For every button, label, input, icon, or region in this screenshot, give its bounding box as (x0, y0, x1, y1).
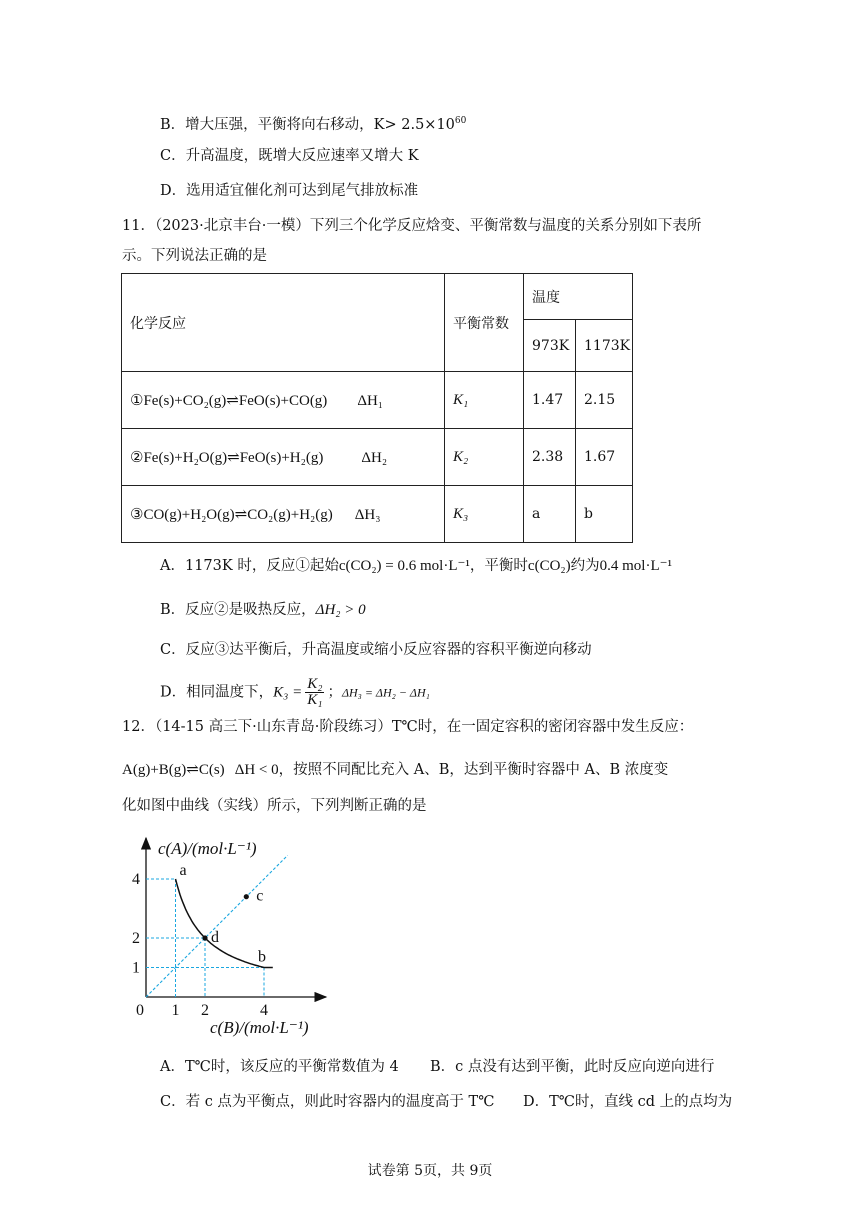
diagonal-guide-line (146, 855, 288, 997)
q12-option-c: C．若 c 点为平衡点，则此时容器内的温度高于 T℃ (160, 1094, 495, 1110)
table-row (122, 486, 633, 543)
q12-option-a: A．T℃时，该反应的平衡常数值为 4 (160, 1059, 399, 1075)
page-footer: 试卷第 5页，共 9页 (367, 1163, 493, 1179)
q11-reaction-table (121, 273, 633, 543)
point-c-marker (244, 894, 249, 899)
q10-option-d: D．选用适宜催化剂可达到尾气排放标准 (160, 183, 419, 199)
x-axis-label: c(B)/(mol·L⁻¹) (210, 1018, 309, 1037)
y-tick-label: 2 (132, 930, 140, 947)
q11-option-a: A．1173K 时，反应①起始c(CO₂) = 0.6 mol·L⁻¹，平衡时c(CO₂)约为0.4 mol·L⁻¹ (160, 558, 673, 574)
point-d-marker (202, 935, 207, 940)
value-cell: b (576, 486, 633, 543)
q10-option-c: C．升高温度，既增大反应速率又增大 K (160, 148, 419, 164)
q11-stem-line1: 11．（2023·北京丰台·一模）下列三个化学反应焓变、平衡常数与温度的关系分别如下表所 (122, 218, 702, 234)
y-tick-label: 1 (132, 959, 140, 977)
header-t1: 973K (524, 320, 576, 372)
point-a-label: a (179, 862, 187, 879)
q11-option-d: D．相同温度下，K₃ = $\frac{\text{K₂}}{\text{K₁}}$ ；ΔH₃ = ΔH₂ − ΔH₁ (160, 676, 430, 708)
header-reaction: 化学反应 (122, 274, 445, 372)
x-tick-label: 2 (201, 1002, 209, 1019)
origin-label: 0 (136, 1002, 144, 1019)
y-axis-label: c(A)/(mol·L⁻¹) (158, 839, 257, 858)
value-cell: 1.47 (524, 372, 576, 429)
value-cell: a (524, 486, 576, 543)
q12-option-d: D．T℃时，直线 cd 上的点均为 (523, 1094, 733, 1110)
q11-option-c: C．反应③达平衡后，升高温度或缩小反应容器的容积平衡逆向移动 (160, 642, 592, 658)
k-cell: K₂ (445, 429, 524, 486)
x-tick-label: 1 (171, 1002, 180, 1019)
q11-option-b: B．反应②是吸热反应，ΔH₂ > 0 (160, 602, 366, 618)
k-cell: K₁ (445, 372, 524, 429)
q12-option-b: B．c 点没有达到平衡，此时反应向逆向进行 (430, 1059, 715, 1075)
header-temp: 温度 (524, 274, 633, 320)
value-cell: 1.67 (576, 429, 633, 486)
q12-stem-line2: A(g)+B(g)⇌C(s) ΔH < 0，按照不同配比充入 A、B，达到平衡时容器中 A、B 浓度变 (122, 762, 669, 778)
value-cell: 2.15 (576, 372, 633, 429)
reaction-cell: ①Fe(s)+CO₂(g)⇌FeO(s)+CO(g) ΔH₁ (122, 372, 445, 429)
header-t2: 1173K (576, 320, 633, 372)
value-cell: 2.38 (524, 429, 576, 486)
q11-stem-line2: 示。下列说法正确的是 (122, 248, 267, 264)
point-c-label: c (256, 887, 264, 905)
header-k: 平衡常数 (445, 274, 524, 372)
y-tick-label: 4 (132, 871, 140, 888)
reaction-cell: ③CO(g)+H₂O(g)⇌CO₂(g)+H₂(g) ΔH₃ (122, 486, 445, 543)
point-b-label: b (258, 948, 266, 966)
concentration-chart (132, 830, 332, 1040)
q12-stem-line1: 12．（14-15 高三下·山东青岛·阶段练习）T℃时，在一固定容积的密闭容器中发生反应： (122, 719, 694, 735)
table-row (122, 372, 633, 429)
table-row (122, 429, 633, 486)
point-d-label: d (211, 929, 219, 946)
reaction-cell: ②Fe(s)+H₂O(g)⇌FeO(s)+H₂(g) ΔH₂ (122, 429, 445, 486)
q12-stem-line3: 化如图中曲线（实线）所示，下列判断正确的是 (122, 798, 427, 814)
q10-option-b: B．增大压强，平衡将向右移动，$K> 2.5\times 10^{60}$ (160, 116, 467, 133)
x-tick-label: 4 (260, 1002, 268, 1019)
fraction: $\frac{\text{K₂}}{\text{K₁}}$ (307, 676, 323, 708)
k-cell: K₃ (445, 486, 524, 543)
